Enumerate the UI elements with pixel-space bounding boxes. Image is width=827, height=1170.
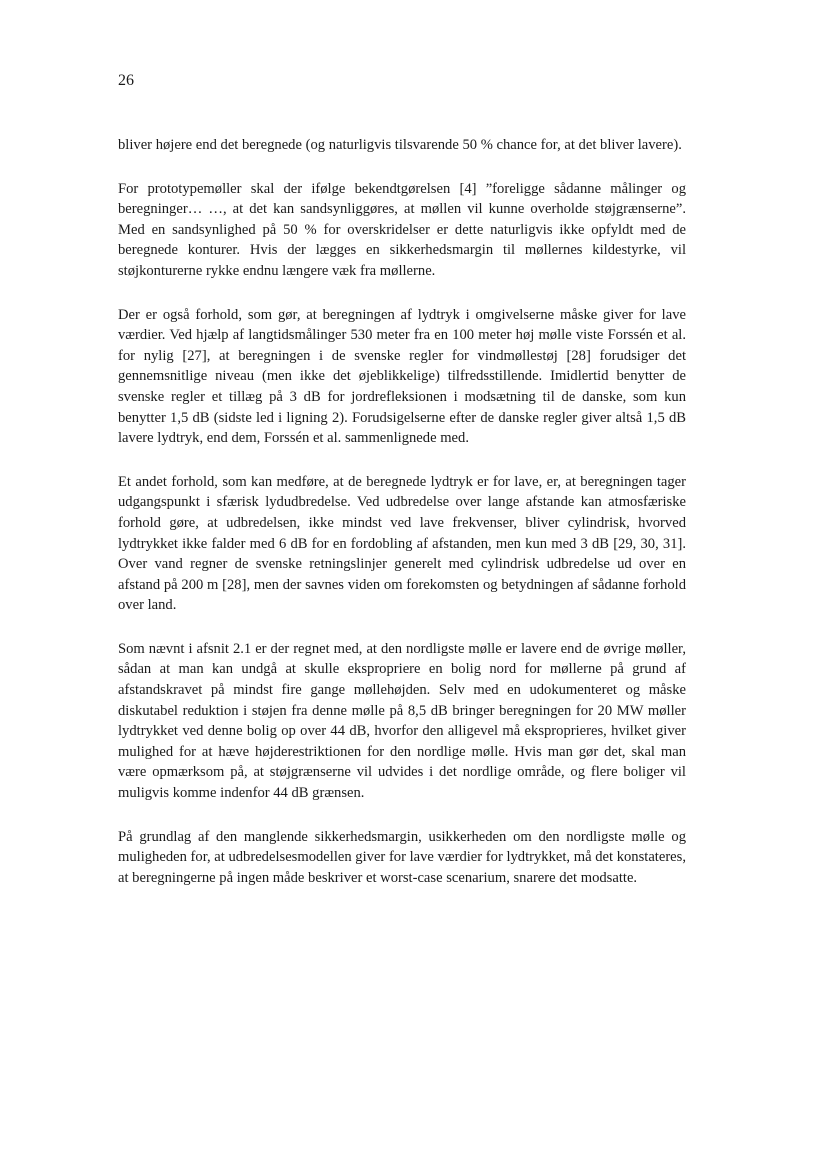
paragraph-6: På grundlag af den manglende sikkerhedsmargin, usikkerheden om den nordligste mølle og muligheden for, at udbredelsesmodellen giver for lave værdier for lydtrykket, må det konstateres, at beregningerne på ingen måde beskriver et worst-case scenarium, snarere det modsatte. xyxy=(118,828,686,886)
paragraph-3: Der er også forhold, som gør, at beregningen af lydtryk i omgivelserne måske giver for lave værdier. Ved hjælp af langtidsmålinger 530 meter fra en 100 meter høj mølle viste Forssén et al. for nylig [27], at beregningen i de svenske regler for vindmøllestøj [28] forudsiger det gennemsnitlige niveau (men ikke det øjeblikkelige) tilfredsstillende. Imidlertid benytter de svenske regler et tillæg på 3 dB for jordrefleksionen i modsætning til de danske, som kun benytter 1,5 dB (sidste led i ligning 2). Forudsigelserne efter de danske regler giver altså 1,5 dB lavere lydtryk, end dem, Forssén et al. sammenlignede med. xyxy=(118,306,686,447)
paragraph-2: For prototypemøller skal der ifølge bekendtgørelsen [4] ”foreligge sådanne målinger og beregninger… …, at det kan sandsynliggøres, at møllen vil kunne overholde støjgrænserne”. Med en sandsynlighed på 50 % for overskridelser er dette naturligvis ikke opfyldt med de beregnede konturer. Hvis der lægges en sikkerhedsmargin til møllernes kildestyrke, vil støjkonturerne rykke endnu længere væk fra møllerne. xyxy=(118,180,686,279)
page-number: 26 xyxy=(118,72,134,89)
paragraph-5: Som nævnt i afsnit 2.1 er der regnet med, at den nordligste mølle er lavere end de øvrige møller, sådan at man kan undgå at skulle ekspropriere en bolig nord for møllerne på grund af afstandskravet på mindst fire gange møllehøjden. Selv med en udokumenteret og måske diskutabel reduktion i støjen fra denne mølle på 8,5 dB bringer beregningen for 20 MW møller lydtrykket ved denne bolig op over 44 dB, hvorfor den alligevel må eksproprieres, hvilket giver mulighed for at hæve højderestriktionen for den nordlige mølle. Hvis man gør det, skal man være opmærksom på, at støjgrænserne vil udvides i det nordlige område, og flere boliger vil muligvis komme indenfor 44 dB grænsen. xyxy=(118,640,686,802)
paragraph-1: bliver højere end det beregnede (og naturligvis tilsvarende 50 % chance for, at det bliver lavere). xyxy=(118,137,682,153)
paragraph-4: Et andet forhold, som kan medføre, at de beregnede lydtryk er for lave, er, at beregningen tager udgangspunkt i sfærisk lydudbredelse. Ved udbredelse over lange afstande kan atmosfæriske forhold gøre, at udbredelsen, ikke mindst ved lave frekvenser, bliver cylindrisk, hvorved lydtrykket ikke falder med 6 dB for en fordobling af afstanden, men kun med 3 dB [29, 30, 31]. Over vand regner de svenske retningslinjer generelt med cylindrisk udbredelse ud over en afstand på 200 m [28], men der savnes viden om forekomsten og betydningen af sådanne forhold over land. xyxy=(118,473,686,614)
body-text xyxy=(118,135,686,911)
